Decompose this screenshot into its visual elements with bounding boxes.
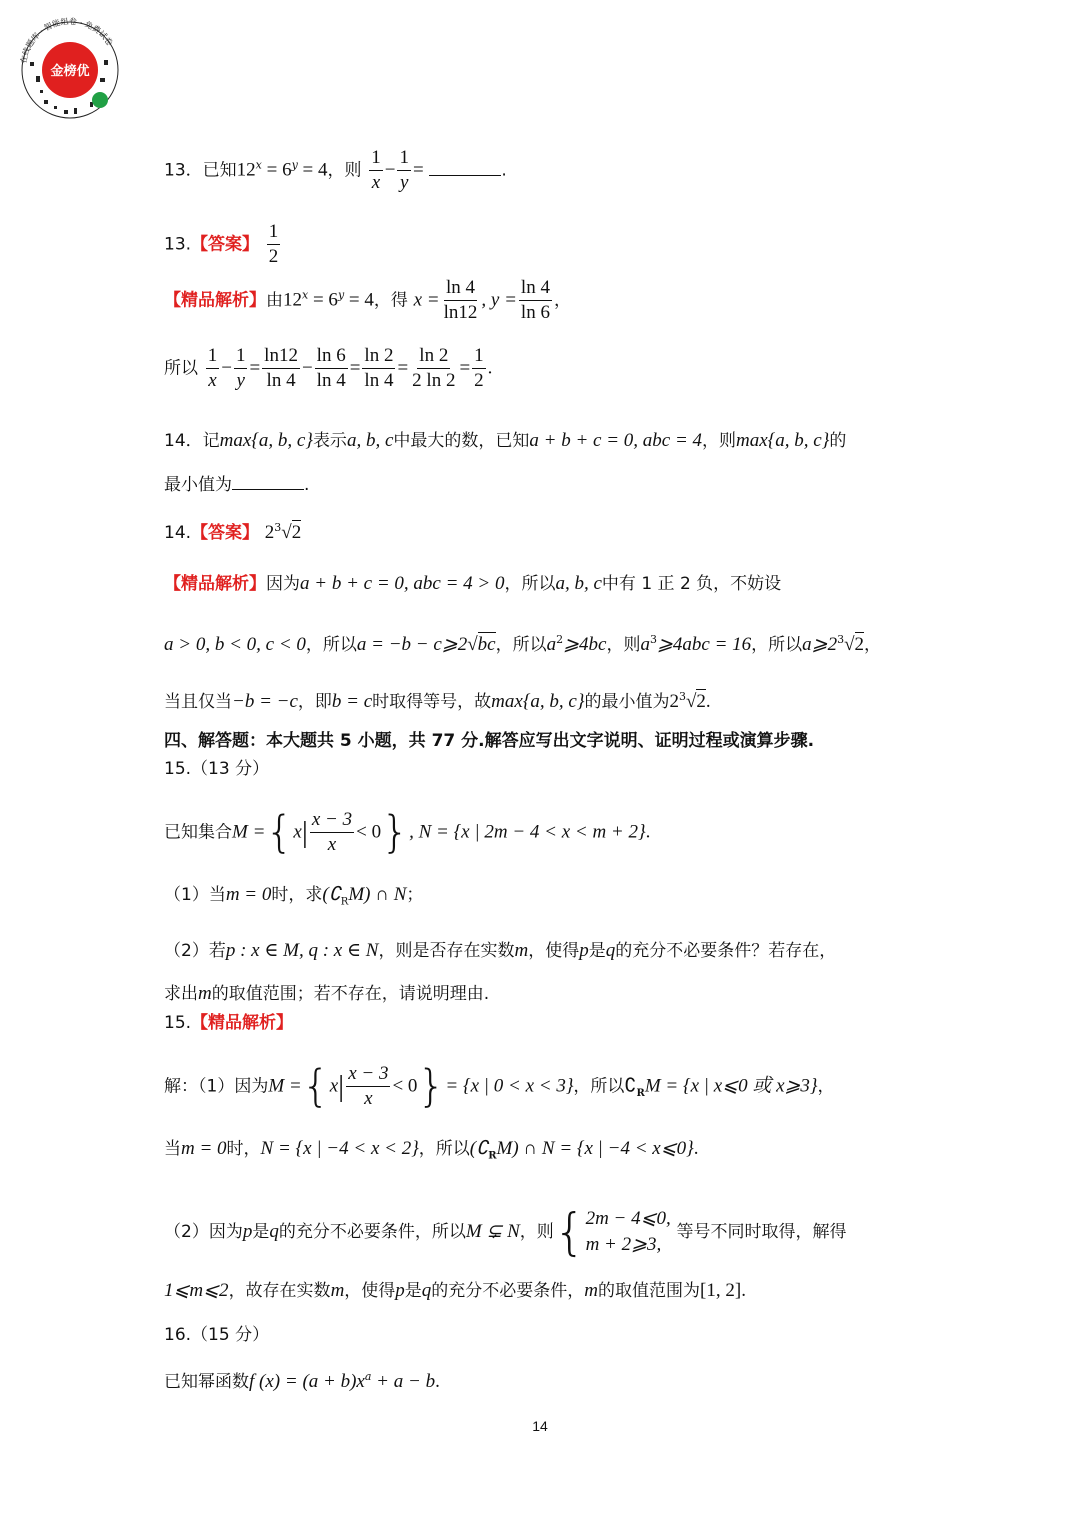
solution-14-end: 当且仅当−b = −c，即b = c时取得等号，故max{a, b, c}的最小值为$2^3√2$. bbox=[164, 690, 711, 712]
question-14: 14．记max{a, b, c}表示a, b, c中最大的数，已知a + b + c = 0, abc = 4，则max{a, b, c}的 bbox=[164, 430, 847, 451]
jinbangyou-logo bbox=[14, 12, 126, 124]
solution-15-line4: 1⩽m⩽2，故存在实数m，使得p是q的充分不必要条件，m的取值范围为[1, 2]. bbox=[164, 1280, 746, 1301]
question-15-part2: （2）若p : x ∈ M, q : x ∈ N，则是否存在实数m，使得p是q的充分不必要条件？若存在， bbox=[164, 940, 837, 961]
solution-15-head: 15.【精品解析】 bbox=[164, 1013, 294, 1033]
solution-15-line3: （2）因为p是q的充分不必要条件，所以M ⊊ N，则{ 2m − 4⩽0, m + 2⩾3, 等号不同时取得，解得 bbox=[164, 1203, 847, 1261]
answer-14: 14.【答案】 $2^3√2$ bbox=[164, 521, 302, 543]
solution-14: 【精品解析】因为a + b + c = 0, abc = 4 > 0，所以a, b, c中有 1 正 2 负，不妨设 bbox=[164, 573, 782, 594]
question-16-head: 16.（15 分） bbox=[164, 1325, 270, 1345]
solution-13: 【精品解析】由$12^x = 6^y = 4$，得 x = $\frac{\ln 4}{\ln 12}$ , y = $\frac{\ln 4}{\ln 6}$ ， bbox=[164, 277, 571, 323]
svg-text:在线题库 · 智能组卷 · 免费试卷: 在线题库 · 智能组卷 · 免费试卷 bbox=[19, 16, 115, 65]
solution-13-cont: 所以 $\frac{1}{x}$ − $\frac{1}{y}$ = $\frac{\ln 12}{\ln 4}$ − $\frac{\ln 6}{\ln 4}$ = $\frac{\ln 2}{\ln 4}$ = $\frac{\ln 2}{2 \ln 2}$ = $\frac{1}{2}$ . bbox=[164, 345, 493, 391]
solution-15-line2: 当m = 0时，N = {x | −4 < x < 2}，所以$(∁_RM)$ ∩ N = {x | −4 < x⩽0}. bbox=[164, 1138, 699, 1162]
question-16: 已知幂函数f $(x) = (a + b)x^a + a - b$. bbox=[164, 1370, 440, 1392]
solution-14-cont: a > 0, b < 0, c < 0，所以a = −b − c⩾2√bc，所以$a^2⩾4bc$，则$a^3⩾4abc = 16$，所以$a⩾2^3√2$， bbox=[164, 633, 882, 655]
section-heading: 四、解答题：本大题共 5 小题，共 77 分.解答应写出文字说明、证明过程或演算步骤. bbox=[164, 731, 815, 751]
answer-blank bbox=[232, 473, 304, 490]
answer-13: 13.【答案】 $\frac{1}{2}$ bbox=[164, 221, 279, 267]
question-15-part2-cont: 求出m的取值范围；若不存在，请说明理由. bbox=[164, 983, 490, 1004]
question-14-cont: 最小值为 . bbox=[164, 475, 310, 495]
answer-blank bbox=[429, 159, 501, 176]
question-15-head: 15.（13 分） bbox=[164, 759, 270, 779]
question-13: 13．已知$12^x = 6^y = 4$，则 $\frac{1}{x}$ − $\frac{1}{y}$ = . bbox=[164, 147, 507, 193]
solution-15-line1: 解：（1）因为M ={x| $\frac{x - 3}{x}$ < 0}= {x | 0 < x < 3}，所以$∁_RM = \{x$ | x⩽0 或 x⩾3}， bbox=[164, 1060, 835, 1112]
page-number: 14 bbox=[532, 1418, 548, 1434]
question-15: 已知集合M ={x| $\frac{x - 3}{x}$ < 0}, N = {x | 2m − 4 < x < m + 2}. bbox=[164, 806, 651, 858]
question-15-part1: （1）当m = 0时，求$(∁_RM)$ ∩ N； bbox=[164, 884, 424, 908]
svg-text:金榜优: 金榜优 bbox=[50, 64, 90, 79]
